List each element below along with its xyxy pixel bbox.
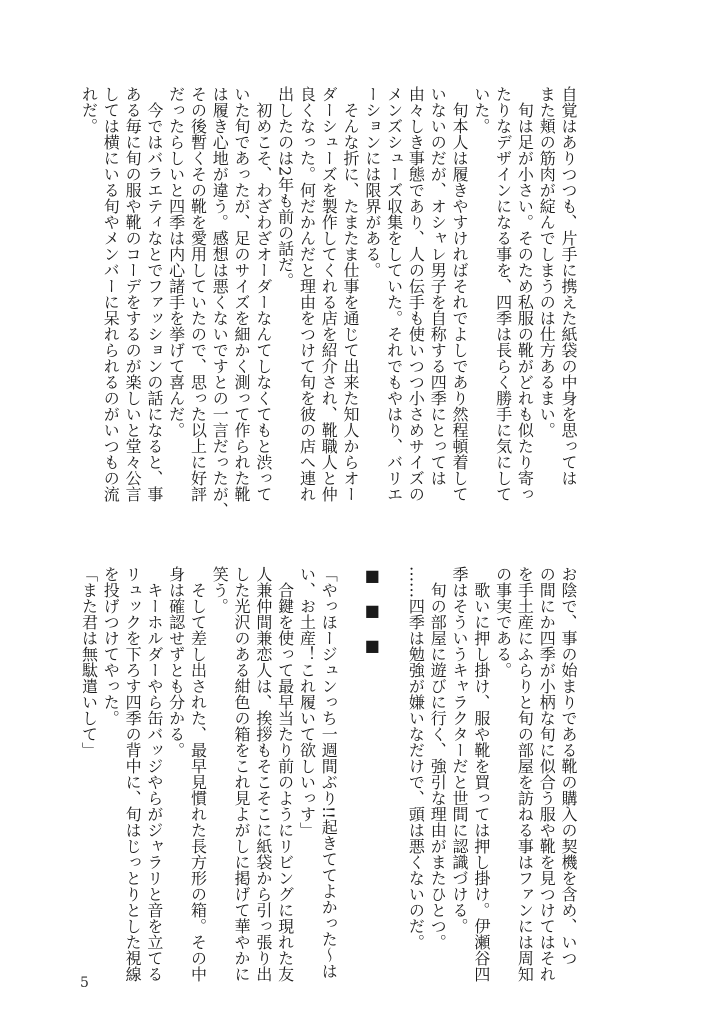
text-column: の事実である。: [493, 566, 513, 678]
text-column: ーションには限界がある。: [362, 86, 382, 278]
body-text-top: [78, 86, 579, 516]
text-column: だったらしいと四季は内心諸手を挙げて喜んだ。: [166, 86, 186, 438]
text-column: 身は確認せずとも分かる。: [166, 566, 186, 758]
text-column: 良くなった。何だかんだと理由をつけて旬を彼の店へ連れ: [297, 86, 317, 502]
text-column: 旬本人は履きやすければそれでよしであり然程頓着して: [450, 86, 470, 502]
text-column: ……四季は勉強が嫌いなだけで、頭は悪くないのだ。: [406, 566, 426, 950]
text-column: いないのだが、オシャレ男子を自称する四季にとっては: [428, 86, 448, 486]
text-column: しては横にいる旬やメンバーに呆れられるのがいつもの流: [101, 86, 121, 502]
text-column: そして差し出された、最早見慣れた長方形の箱。その中: [188, 566, 208, 982]
text-column: 自覚はありつつも、片手に携えた紙袋の中身を思っては: [559, 86, 578, 486]
text-column: した光沢のある紺色の箱をこれ見よがしに掲げて華やかに: [232, 566, 252, 982]
text-column: ある毎に旬の服や靴のコーデをするのが楽しいと堂々公言: [123, 86, 143, 502]
text-column: を投げつけてやった。: [101, 566, 121, 726]
text-column: また頬の筋肉が綻んでしまうのは仕方あるまい。: [537, 86, 557, 438]
text-column: ■ ■ ■: [362, 566, 382, 655]
text-column: そんな折に、たまたま仕事を通じて出来た知人からオー: [341, 86, 361, 502]
text-column: い、お土産！これ履いて欲しいっす」: [297, 566, 317, 838]
text-column: お陰で、事の始まりである靴の購入の契機を含め、いつ: [559, 566, 578, 966]
text-column: 人兼仲間兼恋人は、挨拶もそこそこに紙袋から引っ張り出: [253, 566, 273, 982]
text-column: 初めこそ、わざわざオーダーなんてしなくてもと渋って: [253, 86, 273, 502]
text-column: 由々しき事態であり、人の伝手も使いつつ小さめサイズの: [406, 86, 426, 502]
text-column: 出したのは2年も前の話だ。: [275, 86, 295, 289]
text-column: れだ。: [79, 86, 99, 134]
text-column: ダーシューズを製作してくれる店を紹介され、靴職人と仲: [319, 86, 339, 502]
text-column: その後暫くその靴を愛用していたので、思った以上に好評: [188, 86, 208, 502]
body-text-bottom: [78, 566, 579, 982]
text-column: [383, 566, 405, 946]
text-column: の間にか四季が小柄な旬に似合う服や靴を見つけてはそれ: [537, 566, 557, 982]
text-column: 旬は足が小さい。そのため私服の靴がどれも似たり寄っ: [515, 86, 535, 502]
text-column: は履き心地が違う。感想は悪くないですとの一言だったが、: [210, 86, 230, 518]
text-column: 旬の部屋に遊びに行く、強引な理由がまたひとつ。: [428, 566, 448, 950]
text-column: 今ではバラエティなとでファッションの話になると、事: [144, 86, 164, 502]
text-column: 合鍵を使って最早当たり前のようにリビングに現れた友: [275, 566, 295, 982]
text-column: 季はそういうキャラクターだと世間に認識づける。: [450, 566, 470, 934]
text-column: リュックを下ろす四季の背中に、旬はじっとりとした視線: [123, 566, 143, 982]
text-column: 「また君は無駄遣いして」: [79, 566, 99, 758]
text-column: メンズシューズ収集をしていた。それでもやはり、バリエ: [384, 86, 404, 502]
page-number: 5: [80, 975, 89, 991]
text-column: キーホルダーやら缶バッジやらがジャラリと音を立てる: [144, 566, 164, 982]
text-column: [339, 566, 361, 946]
text-column: いた旬であったが、足のサイズを細かく測って作られた靴: [232, 86, 252, 502]
text-column: いた。: [471, 86, 491, 134]
text-column: たりなデザインになる事を、四季は長らく勝手に気にして: [493, 86, 513, 502]
text-column: 「やっほージュンっち一週間ぶり!!起きててよかった〜は: [319, 566, 339, 979]
text-column: 笑う。: [210, 566, 230, 614]
text-column: を手土産にふらりと旬の部屋を訪ねる事はファンには周知: [515, 566, 535, 982]
text-column: 歌いに押し掛け、服や靴を買っては押し掛け。伊瀬谷四: [471, 566, 491, 982]
